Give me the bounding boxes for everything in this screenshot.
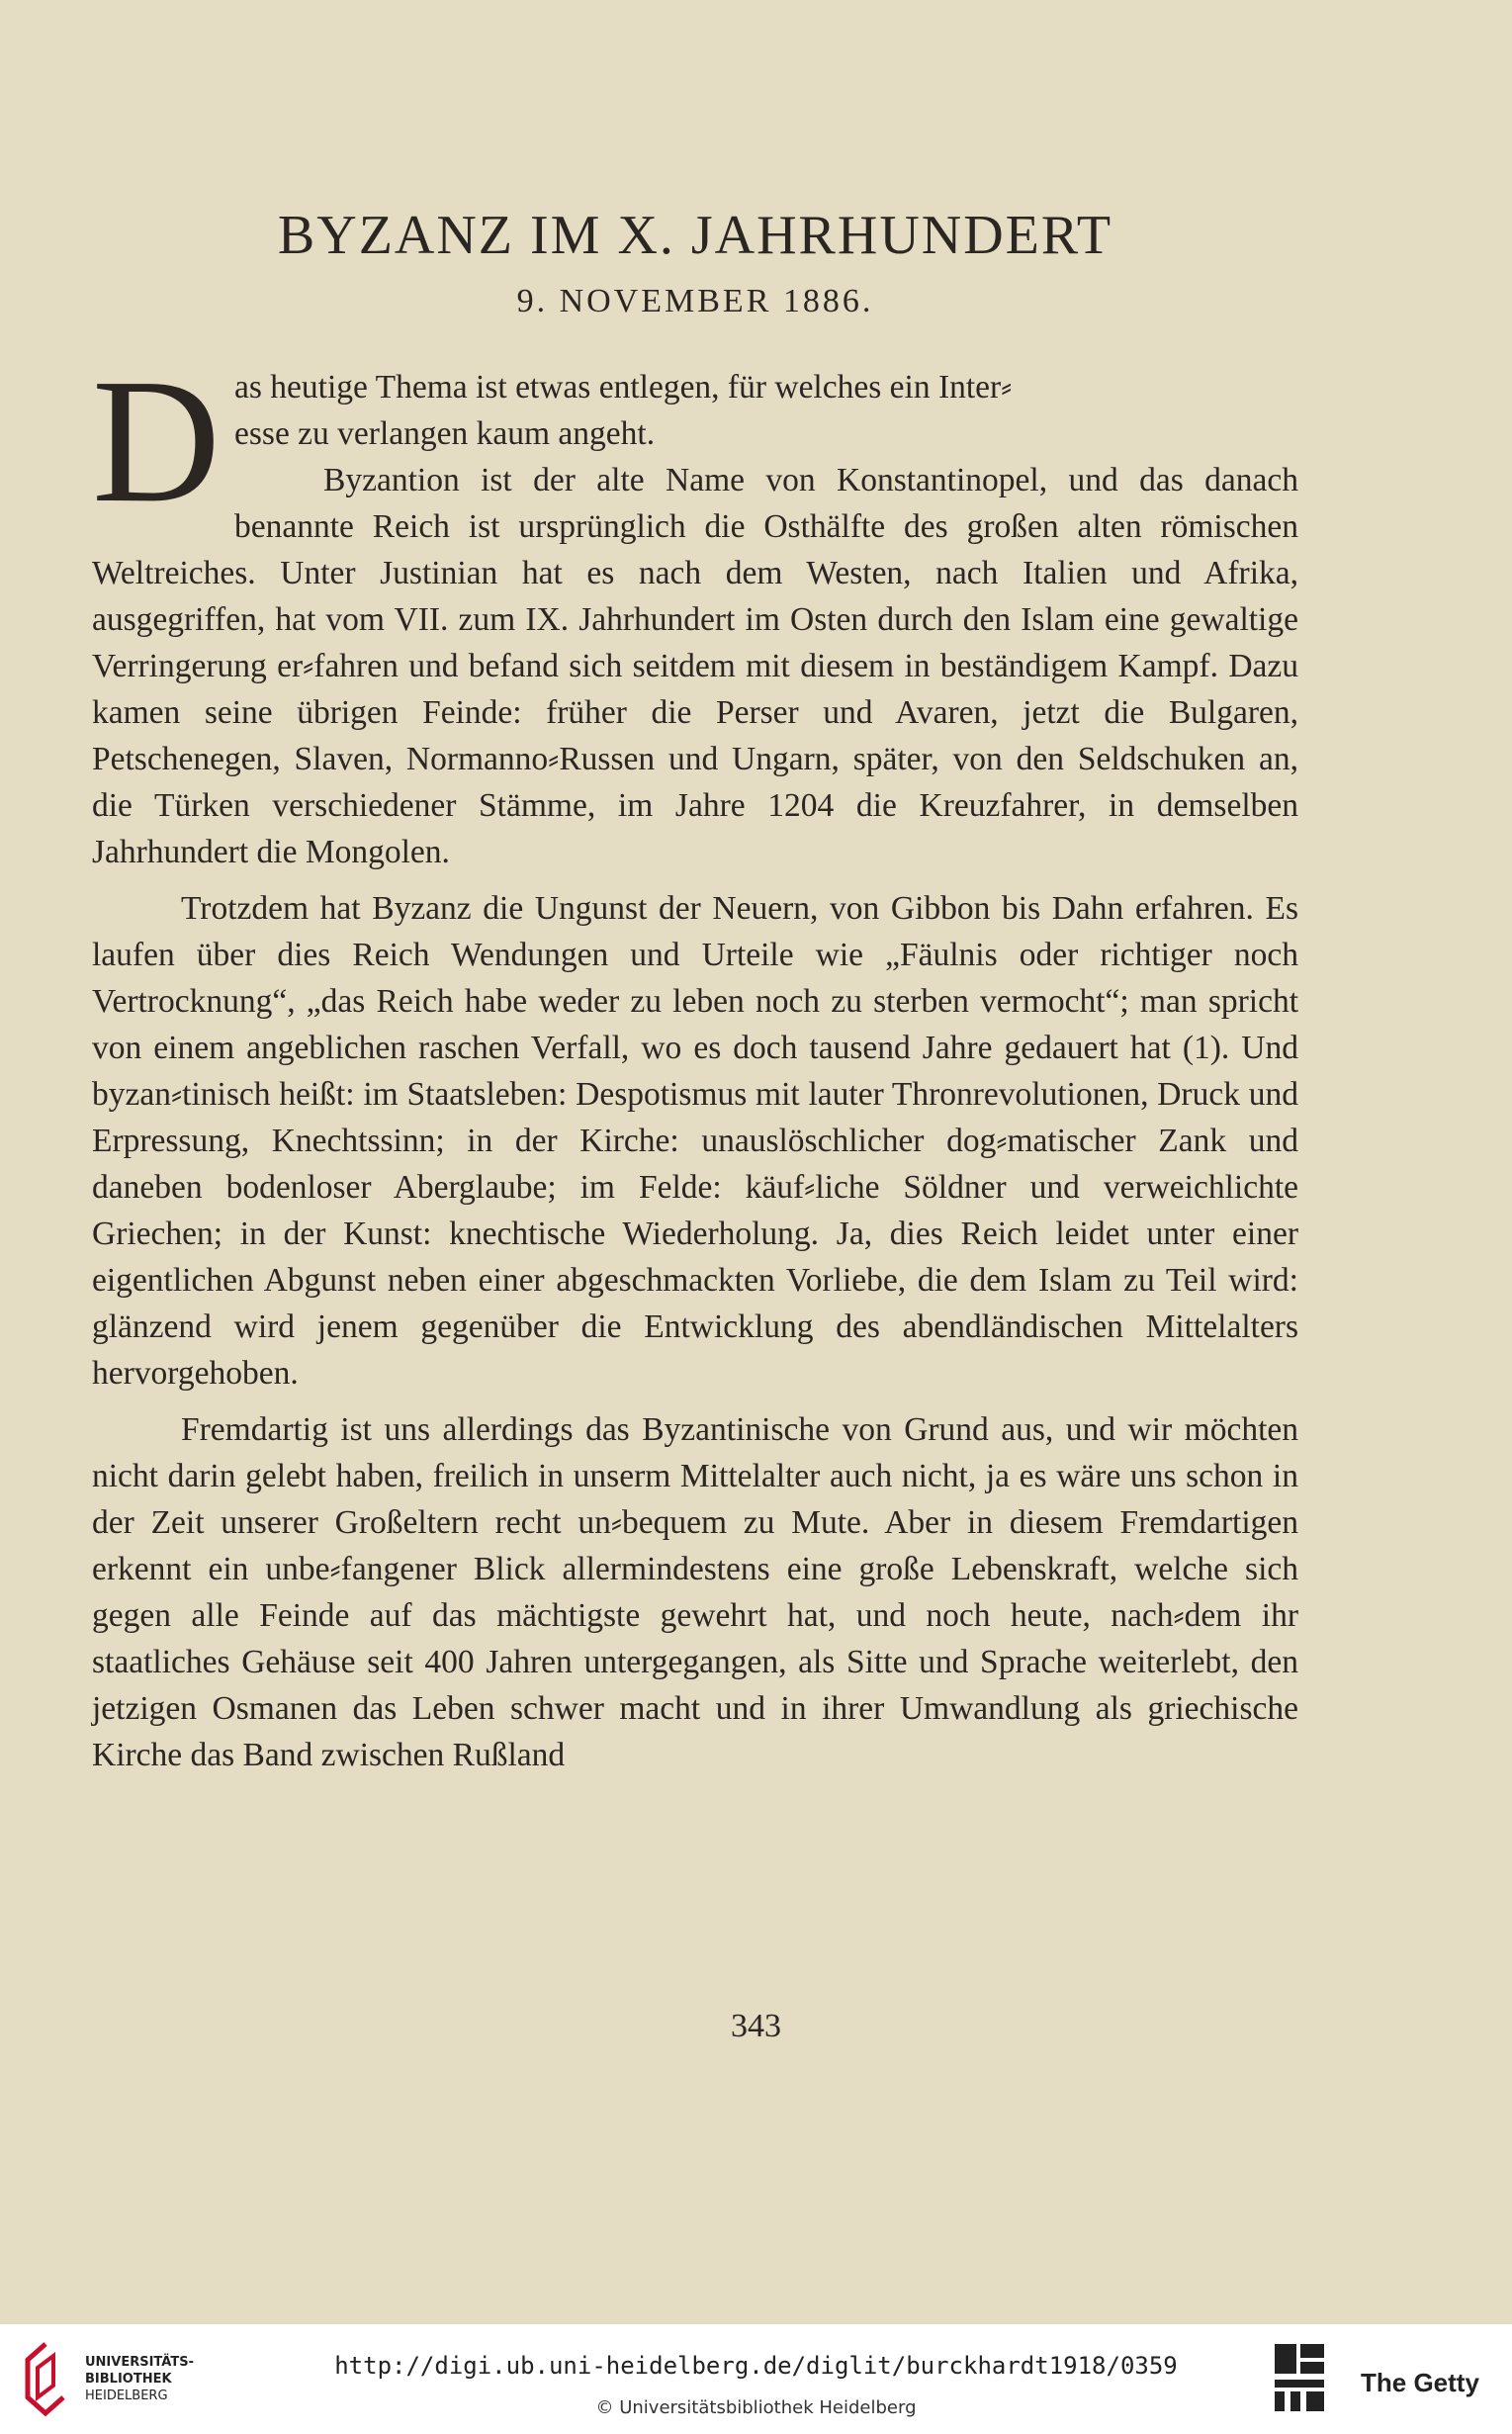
paragraph-3: Fremdartig ist uns allerdings das Byzantinische von Grund aus, und wir möchten nicht darin gelebt haben, freilich in unserm Mittelalter auch nicht, ja es wäre uns schon in der Zeit unserer Großeltern recht un⸗bequem zu Mute. Aber in diesem Fremdartigen erkennt ein unbe⸗fangener Blick allermindestens eine große Lebenskraft, welche sich gegen alle Feinde auf das mächtigste gewehrt hat, und noch heute, nach⸗dem ihr staatliches Gehäuse seit 400 Jahren untergegangen, als Sitte und Sprache weiterlebt, den jetzigen Osmanen das Leben schwer macht und in ihrer Umwandlung als griechische Kirche das Band zwischen Rußland [92,1411,1298,1773]
page-content [92,198,1298,1778]
copyright-notice: © Universitätsbibliothek Heidelberg [595,2397,917,2418]
paragraph-1-line-1: as heutige Thema ist etwas entlegen, für welches ein Inter⸗ [234,369,1013,406]
paragraph-1-line-2: esse zu verlangen kaum angeht. [234,415,656,452]
getty-name: The Getty [1361,2368,1479,2397]
getty-logo-icon [1271,2340,1328,2415]
footer-bar [0,2324,1512,2434]
chapter-date: 9. NOVEMBER 1886. [516,283,874,319]
paragraph-2: Trotzdem hat Byzanz die Ungunst der Neuern, von Gibbon bis Dahn erfahren. Es laufen über dies Reich Wendungen und Urteile wie „Fäulnis oder richtiger noch Vertrocknung“, „das Reich habe weder zu leben noch zu sterben vermocht“; man spricht von einem angeblichen raschen Verfall, wo es doch tausend Jahre gedauert hat (1). Und byzan⸗tinisch heißt: im Staatsleben: Despotismus mit lauter Thronrevolutionen, Druck und Erpressung, Knechtssinn; in der Kirche: unauslöschlicher dog⸗matischer Zank und daneben bodenloser Aberglaube; im Felde: käuf⸗liche Söldner und verweichlichte Griechen; in der Kunst: knechtische Wiederholung. Ja, dies Reich leidet unter einer eigentlichen Abgunst neben einer abgeschmackten Vorliebe, die dem Islam zu Teil wird: glänzend wird jenem gegenüber die Entwicklung des abendländischen Mittelalters hervorgehoben. [92,890,1298,1392]
paragraph-1-rest: Byzantion ist der alte Name von Konstantinopel, und das danach benannte Reich ist ursprünglich die Osthälfte des großen alten römischen Weltreiches. Unter Justinian hat es nach dem Westen, nach Italien und Afrika, ausgegriffen, hat vom VII. zum IX. Jahrhundert im Osten durch den Islam eine gewaltige Verringerung er⸗fahren und befand sich seitdem mit diesem in beständigem Kampf. Dazu kamen seine übrigen Feinde: früher die Perser und Avaren, jetzt die Bulgaren, Petschenegen, Slaven, Normanno⸗Russen und Ungarn, später, von den Seldschuken an, die Türken verschiedener Stämme, im Jahre 1204 die Kreuzfahrer, in demselben Jahrhundert die Mongolen. [92,462,1298,870]
library-name: UNIVERSITÄTS- BIBLIOTHEK HEIDELBERG [85,2355,194,2403]
chapter-title: BYZANZ IM X. JAHRHUNDERT [277,205,1113,266]
drop-cap: D [92,342,221,539]
page-number: 343 [731,2008,781,2044]
paragraph-1 [92,342,1298,875]
permalink-url[interactable]: http://digi.ub.uni-heidelberg.de/diglit/burckhardt1918/0359 [334,2352,1178,2380]
